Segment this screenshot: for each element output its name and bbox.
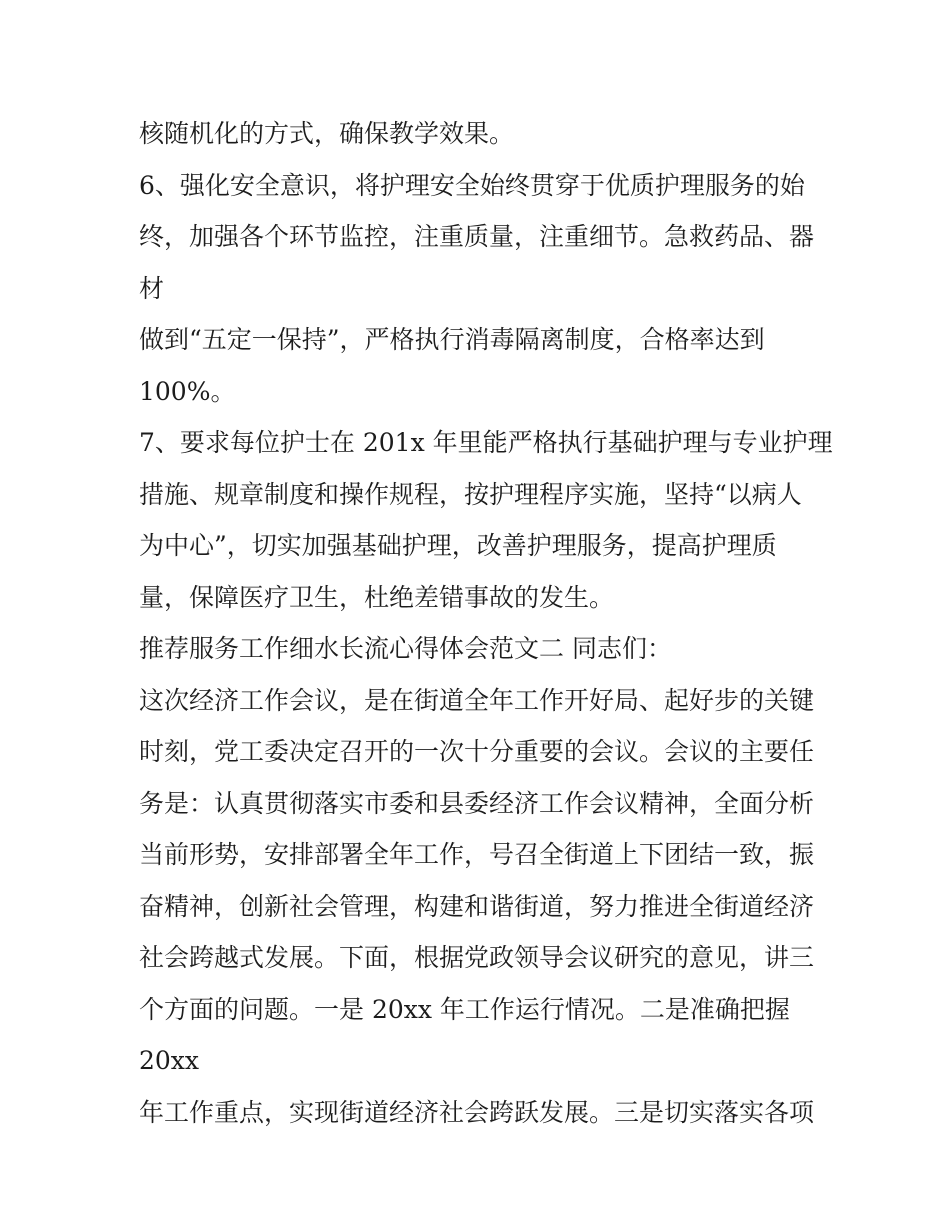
text-line: 20xx: [139, 1046, 200, 1075]
text-line: 100%。: [139, 376, 236, 406]
text-line: 为中心”，切实加强基础护理，改善护理服务，提高护理质: [139, 531, 777, 560]
text-line: 材: [139, 273, 165, 303]
text-line: 务是：认真贯彻落实市委和县委经济工作会议精神，全面分析: [139, 788, 815, 818]
section-heading: 推荐服务工作细水长流心得体会范文二 同志们：: [139, 634, 672, 663]
text-line: 终，加强各个环节监控，注重质量，注重细节。急救药品、器: [139, 222, 815, 251]
text-line: 做到“五定一保持”，严格执行消毒隔离制度，合格率达到: [139, 325, 765, 354]
text-line: 7、要求每位护士在 201x 年里能严格执行基础护理与专业护理: [139, 428, 833, 457]
text-line: 6、强化安全意识，将护理安全始终贯穿于优质护理服务的始: [139, 170, 805, 200]
document-body: [139, 108, 833, 1138]
text-line: 时刻，党工委决定召开的一次十分重要的会议。会议的主要任: [139, 737, 815, 766]
text-line: 措施、规章制度和操作规程，按护理程序实施，坚持“以病人: [139, 479, 802, 509]
text-line: 奋精神，创新社会管理，构建和谐街道，努力推进全街道经济: [139, 891, 815, 921]
text-line: 年工作重点，实现街道经济社会跨跃发展。三是切实落实各项: [139, 1097, 815, 1127]
text-line: 社会跨越式发展。下面，根据党政领导会议研究的意见，讲三: [139, 943, 815, 972]
text-line: 个方面的问题。一是 20xx 年工作运行情况。二是准确把握: [139, 994, 790, 1024]
text-line: 量，保障医疗卫生，杜绝差错事故的发生。: [139, 582, 615, 612]
text-line: 当前形势，安排部署全年工作，号召全街道上下团结一致，振: [139, 840, 815, 869]
text-line: 核随机化的方式，确保教学效果。: [139, 119, 515, 148]
text-line: 这次经济工作会议，是在街道全年工作开好局、起好步的关键: [139, 685, 815, 715]
